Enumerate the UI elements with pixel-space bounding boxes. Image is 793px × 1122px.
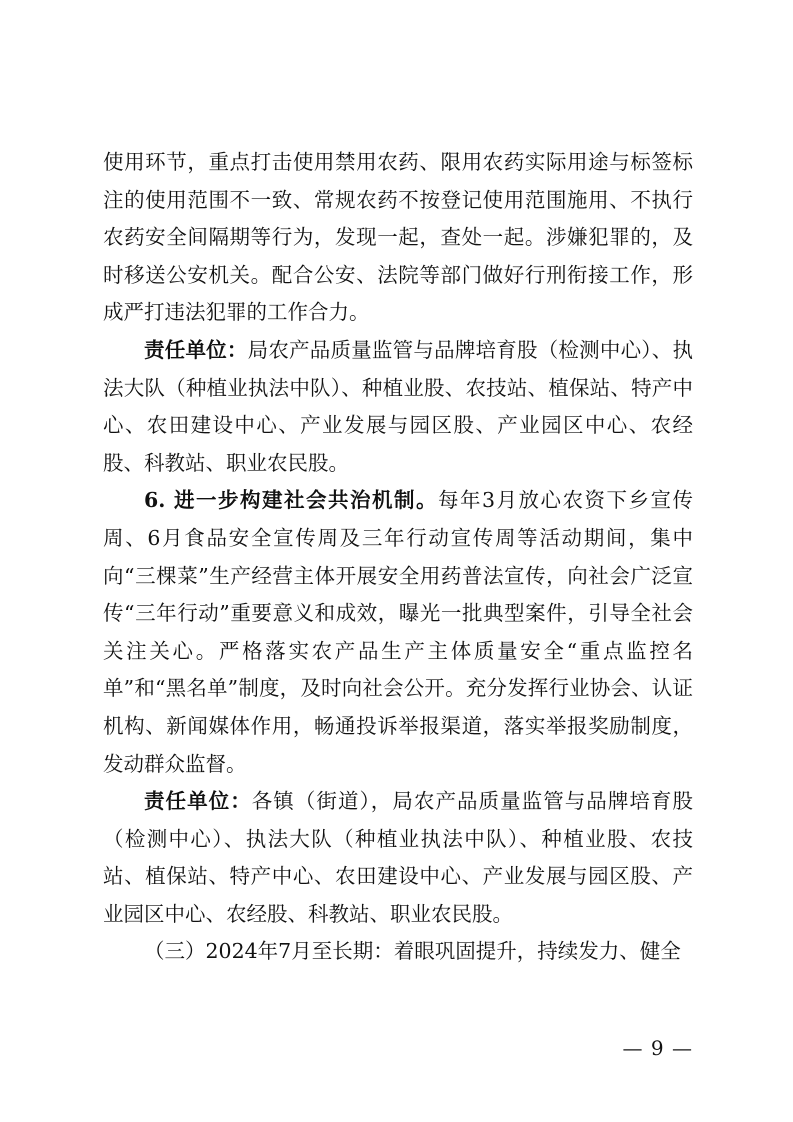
paragraph-text: 使用环节，重点打击使用禁用农药、限用农药实际用途与标签标注的使用范围不一致、常规农药不按登记使用范围施用、不执行农药安全间隔期等行为，发现一起，查处一起。涉嫌犯罪的，及时移送公安机关。配合公安、法院等部门做好行刑衔接工作，形成严打违法犯罪的工作合力。 (103, 150, 693, 325)
document-body (103, 144, 693, 971)
paragraph-social-governance (103, 482, 693, 783)
responsible-units-label: 责任单位： (144, 789, 252, 814)
responsible-units-text: 各镇（街道），局农产品质量监管与品牌培育股（检测中心）、执法大队（种植业执法中队）、种植业股、农技站、植保站、特产中心、农田建设中心、产业发展与园区股、产业园区中心、农经股、科教站、职业农民股。 (103, 789, 693, 926)
paragraph-pesticide-use (103, 144, 693, 332)
paragraph-responsible-units-2 (103, 783, 693, 933)
paragraph-responsible-units-1 (103, 332, 693, 482)
phase-heading-text: （三）2024年7月至长期：着眼巩固提升，持续发力、健全 (144, 939, 681, 964)
responsible-units-text: 局农产品质量监管与品牌培育股（检测中心）、执法大队（种植业执法中队）、种植业股、农技站、植保站、特产中心、农田建设中心、产业发展与园区股、产业园区中心、农经股、科教站、职业农民股。 (103, 337, 694, 475)
responsible-units-label: 责任单位： (144, 337, 248, 362)
section-heading: 6. 进一步构建社会共治机制。 (144, 488, 438, 513)
paragraph-phase-three-heading (103, 933, 693, 971)
paragraph-text: 每年3月放心农资下乡宣传周、6月食品安全宣传周及三年行动宣传周等活动期间，集中向“三棵菜”生产经营主体开展安全用药普法宣传，向社会广泛宣传“三年行动”重要意义和成效，曝光一批典型案件，引导全社会关注关心。严格落实农产品生产主体质量安全“重点监控名单”和“黑名单”制度，及时向社会公开。充分发挥行业协会、认证机构、新闻媒体作用，畅通投诉举报渠道，落实举报奖励制度，发动群众监督。 (103, 488, 693, 776)
page-number: — 9 — (622, 1036, 693, 1060)
